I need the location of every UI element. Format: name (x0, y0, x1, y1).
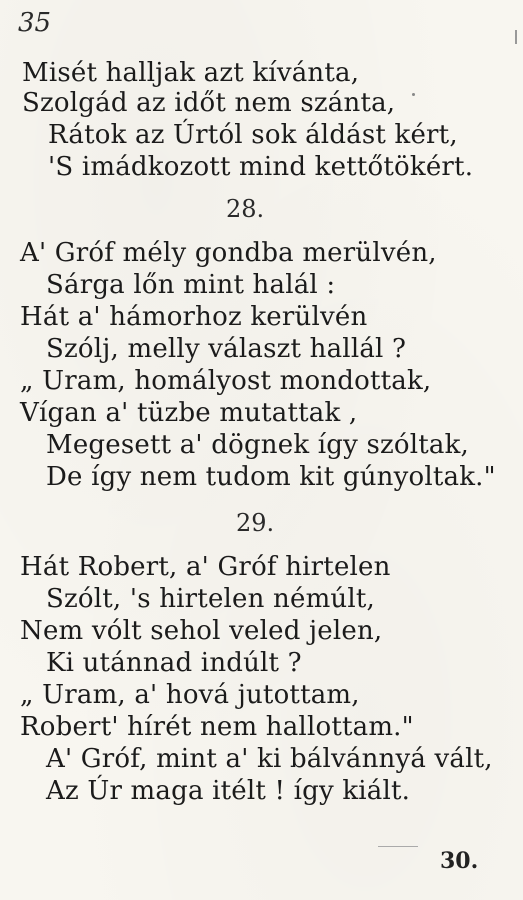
poem-line: Ki utánnad indúlt ? (46, 648, 302, 678)
poem-line: 'S imádkozott mind kettőtökért. (48, 152, 474, 182)
poem-line: Vígan a' tüzbe mutattak , (20, 398, 358, 428)
stanza-number: 28. (226, 195, 265, 223)
poem-line: Robert' hírét nem hallottam." (20, 712, 414, 742)
poem-line: Szólt, 's hirtelen némúlt, (46, 584, 376, 614)
poem-line: A' Gróf mély gondba merülvén, (20, 238, 437, 268)
poem-line: „ Uram, a' hová jutottam, (20, 680, 360, 710)
poem-line: Hát Robert, a' Gróf hirtelen (20, 552, 391, 582)
poem-line: De így nem tudom kit gúnyoltak." (46, 462, 496, 492)
catchword: 30. (440, 848, 479, 874)
poem-line: Szólj, melly választ hallál ? (46, 334, 407, 364)
poem-line: Hát a' hámorhoz kerülvén (20, 302, 368, 332)
scan-speck (412, 93, 415, 96)
stanza-number: 29. (236, 509, 275, 537)
poem-line: Misét halljak azt kívánta, (22, 58, 360, 88)
page-number: 35 (18, 8, 52, 38)
poem-line: Nem vólt sehol veled jelen, (20, 616, 383, 646)
poem-line: Rátok az Úrtól sok áldást kért, (48, 120, 458, 150)
poem-line: Szolgád az időt nem szánta, (22, 88, 396, 118)
poem-line: Megesett a' dögnek így szóltak, (46, 430, 470, 460)
poem-line: Az Úr maga itélt ! így kiált. (46, 776, 411, 806)
scan-edge-mark (515, 30, 517, 44)
scan-smudge (378, 846, 418, 847)
poem-line: Sárga lőn mint halál : (46, 270, 336, 300)
poem-line: „ Uram, homályost mondottak, (20, 366, 432, 396)
poem-line: A' Gróf, mint a' ki bálvánnyá vált, (46, 744, 493, 774)
